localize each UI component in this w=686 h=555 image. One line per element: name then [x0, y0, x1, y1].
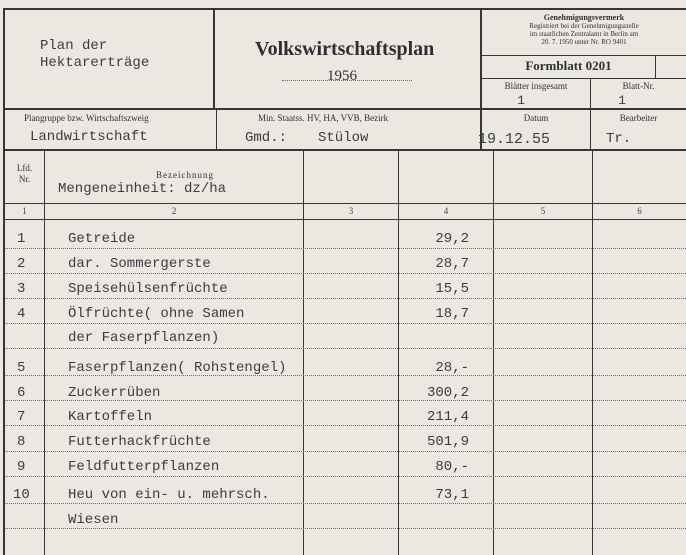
row-number: 8 [17, 434, 26, 450]
row-number: 1 [17, 231, 26, 247]
row-name: Futterhackfrüchte [68, 434, 211, 450]
row-number: 6 [17, 385, 26, 401]
blatt-nr-label: Blatt-Nr. [622, 81, 655, 91]
row-value: 211,4 [426, 409, 469, 425]
column-header-line-2 [3, 219, 686, 220]
row-number: 9 [17, 459, 26, 475]
column-number-1: 1 [22, 206, 27, 216]
datum-value: 19.12.55 [478, 131, 551, 148]
approval-line-2 [482, 78, 686, 79]
row-value: 29,2 [435, 231, 469, 247]
left-border [3, 8, 5, 555]
bearbeiter-label: Bearbeiter [619, 113, 658, 123]
row-name: dar. Sommergerste [68, 256, 211, 272]
plan-title-line-1: Plan der [40, 38, 108, 54]
row-name: Speisehülsenfrüchte [68, 281, 228, 297]
approval-line-b: im staatlichen Zentralamt in Berlin am [529, 30, 639, 38]
datum-label: Datum [523, 113, 549, 123]
info-bottom-line [3, 149, 686, 151]
column-number-2: 2 [171, 206, 177, 216]
row-name: Faserpflanzen( Rohstengel) [68, 360, 287, 376]
row-number: 4 [17, 306, 26, 322]
row-guide [5, 476, 686, 477]
column-number-4: 4 [443, 206, 449, 216]
year: 1956 [327, 68, 357, 84]
bezeichnung-label: Bezeichnung [156, 170, 214, 180]
column-header-line-1 [3, 203, 686, 204]
column-number-6: 6 [637, 206, 642, 216]
plangruppe-value: Landwirtschaft [30, 129, 148, 145]
gmd-label: Gmd.: [245, 130, 288, 146]
top-border [3, 8, 686, 10]
row-name: Wiesen [68, 512, 119, 528]
plan-title-line-2: Hektarerträge [40, 55, 150, 71]
row-guide [5, 503, 686, 504]
row-number: 10 [13, 487, 30, 503]
row-value: 28,- [435, 360, 469, 376]
row-number: 2 [17, 256, 26, 272]
approval-heading: Genehmigungsvermerk [543, 13, 625, 22]
row-value: 18,7 [435, 306, 469, 322]
row-guide [5, 425, 686, 426]
row-number: 3 [17, 281, 26, 297]
row-guide [5, 323, 686, 324]
row-name: der Faserpflanzen) [68, 330, 220, 346]
ministry-label: Min. Staatss. HV, HA, VVB, Bezirk [258, 113, 389, 123]
row-value: 80,- [435, 459, 469, 475]
column-number-3: 3 [348, 206, 354, 216]
row-guide [5, 298, 686, 299]
blaetter-value: 1 [517, 93, 525, 108]
approval-line-c: 20. 7. 1950 unter Nr. RO 9401 [541, 38, 627, 46]
formblatt-label: Formblatt 0201 [525, 58, 612, 73]
row-value: 501,9 [426, 434, 469, 450]
row-guide [5, 273, 686, 274]
row-value: 73,1 [435, 487, 469, 503]
lfd-nr-label [5, 163, 44, 185]
row-name: Ölfrüchte( ohne Samen [68, 306, 245, 322]
blaetter-label: Blätter insgesamt [504, 81, 568, 91]
formblatt-tick [655, 55, 656, 78]
row-name: Zuckerrüben [68, 385, 161, 401]
row-value: 28,7 [435, 256, 469, 272]
plangruppe-label: Plangruppe bzw. Wirtschaftszweig [24, 113, 149, 123]
row-guide [5, 451, 686, 452]
row-guide [5, 348, 686, 349]
row-number: 5 [17, 360, 26, 376]
approval-line-a: Registriert bei der Genehmigungsstelle [529, 22, 639, 30]
row-value: 15,5 [435, 281, 469, 297]
gmd-value: Stülow [318, 130, 369, 146]
row-guide [5, 248, 686, 249]
header-bottom-line [3, 108, 686, 110]
row-name: Heu von ein- u. mehrsch. [68, 487, 270, 503]
bearbeiter-value: Tr. [606, 131, 632, 147]
row-name: Kartoffeln [68, 409, 153, 425]
unit-label: Mengeneinheit: dz/ha [58, 181, 227, 197]
row-guide [5, 528, 686, 529]
row-number: 7 [17, 409, 26, 425]
blatt-nr-value: 1 [618, 93, 626, 108]
row-name: Getreide [68, 231, 136, 247]
row-name: Feldfutterpflanzen [68, 459, 220, 475]
column-number-5: 5 [540, 206, 546, 216]
row-value: 300,2 [426, 385, 469, 401]
header-divider-1 [213, 8, 215, 110]
nr-label: Nr. [18, 174, 31, 184]
lfd-label: Lfd. [16, 163, 33, 173]
info-divider-1 [216, 110, 217, 150]
main-title: Volkswirtschaftsplan [255, 38, 435, 60]
